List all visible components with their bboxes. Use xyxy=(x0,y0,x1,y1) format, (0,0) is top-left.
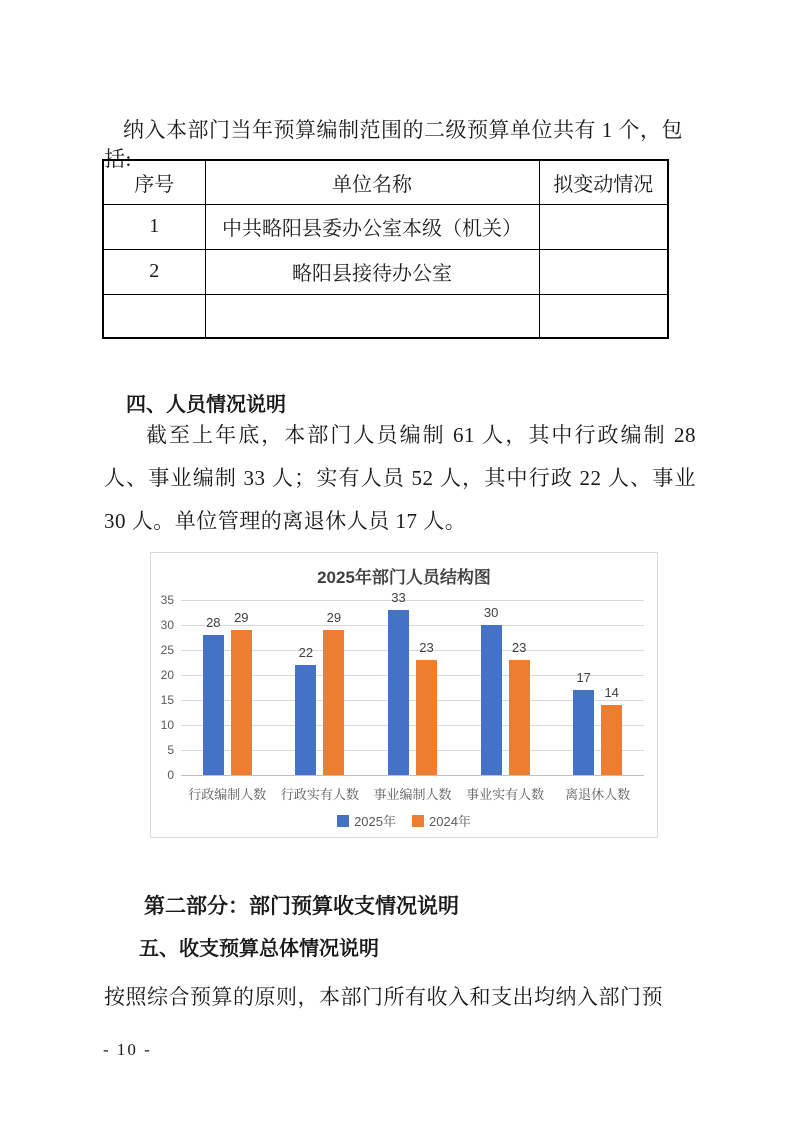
category-label: 行政编制人数 xyxy=(188,787,267,802)
bar-value-label: 29 xyxy=(234,610,249,625)
cell-index xyxy=(103,294,205,338)
table-row xyxy=(103,294,668,338)
bar-2025年 xyxy=(203,615,224,775)
bar-2024年 xyxy=(231,610,252,775)
bar-2025年 xyxy=(295,645,316,775)
bar-value-label: 23 xyxy=(419,640,434,655)
bar-2025年 xyxy=(481,605,502,775)
table-header-row xyxy=(103,160,668,204)
cell-index: 1 xyxy=(103,204,205,249)
col-header-index: 序号 xyxy=(103,160,205,204)
personnel-structure-chart xyxy=(150,552,658,838)
chart-plot-area xyxy=(160,590,644,802)
bar-value-label: 33 xyxy=(391,590,406,605)
bar-2025年 xyxy=(388,590,409,775)
table-row xyxy=(103,204,668,249)
y-axis-tick-label: 25 xyxy=(160,643,174,657)
y-axis-tick-label: 20 xyxy=(160,668,174,682)
bar-2024年 xyxy=(416,640,437,775)
section4-paragraph: 截至上年底，本部门人员编制 61 人，其中行政编制 28 人、事业编制 33 人；实有人员 52 人，其中行政 22 人、事业 30 人。单位管理的离退休人员 17 人。 xyxy=(104,423,696,533)
part2-heading: 第二部分：部门预算收支情况说明 xyxy=(144,894,459,918)
section5-heading: 五、收支预算总体情况说明 xyxy=(139,938,379,960)
bar-2024年 xyxy=(601,685,622,775)
cell-name xyxy=(205,294,539,338)
bar-value-label: 28 xyxy=(206,615,221,630)
bar-group xyxy=(366,590,459,802)
bar-2025年 xyxy=(573,670,594,775)
cell-name: 中共略阳县委办公室本级（机关） xyxy=(205,204,539,249)
bar-value-label: 30 xyxy=(483,605,499,620)
bar-value-label: 17 xyxy=(576,670,591,685)
cell-change xyxy=(539,249,668,294)
page-number: - 10 - xyxy=(103,1040,152,1059)
category-label: 离退休人数 xyxy=(565,787,631,802)
cell-index: 2 xyxy=(103,249,205,294)
bar-group xyxy=(459,601,552,802)
bar-group xyxy=(181,601,274,802)
legend-label: 2025年 xyxy=(354,814,396,829)
cell-change xyxy=(539,294,668,338)
category-label: 行政实有人数 xyxy=(280,787,359,802)
y-axis-tick-label: 5 xyxy=(167,743,174,757)
col-header-change: 拟变动情况 xyxy=(539,160,668,204)
bar-value-label: 14 xyxy=(604,685,619,700)
y-axis-tick-label: 0 xyxy=(167,768,174,782)
chart-legend xyxy=(151,811,657,830)
chart-title: 2025年部门人员结构图 xyxy=(317,568,491,587)
bar-value-label: 23 xyxy=(511,640,527,655)
cell-change xyxy=(539,204,668,249)
y-axis-tick-label: 15 xyxy=(160,693,174,707)
intro-paragraph: 纳入本部门当年预算编制范围的二级预算单位共有 1 个，包括: xyxy=(104,118,683,171)
bar-value-label: 29 xyxy=(326,610,342,625)
category-label: 事业实有人数 xyxy=(466,787,545,802)
category-label: 事业编制人数 xyxy=(373,787,452,802)
legend-item xyxy=(412,811,471,830)
y-axis-tick-label: 30 xyxy=(160,618,174,632)
bar-2024年 xyxy=(323,610,344,775)
bar-group xyxy=(274,601,367,802)
col-header-name: 单位名称 xyxy=(205,160,539,204)
y-axis-tick-label: 35 xyxy=(160,593,174,607)
legend-item xyxy=(337,811,396,830)
legend-swatch-icon xyxy=(337,815,349,827)
bar-value-label: 22 xyxy=(298,645,314,660)
section4-heading: 四、人员情况说明 xyxy=(126,394,286,416)
cell-name: 略阳县接待办公室 xyxy=(205,249,539,294)
part2-paragraph: 按照综合预算的原则，本部门所有收入和支出均纳入部门预 xyxy=(104,985,663,1009)
y-axis-tick-label: 10 xyxy=(160,718,174,732)
bar-group xyxy=(551,601,644,802)
bar-2024年 xyxy=(509,640,530,775)
legend-swatch-icon xyxy=(412,815,424,827)
budget-units-table xyxy=(102,159,669,339)
table-row xyxy=(103,249,668,294)
legend-label: 2024年 xyxy=(429,814,471,829)
